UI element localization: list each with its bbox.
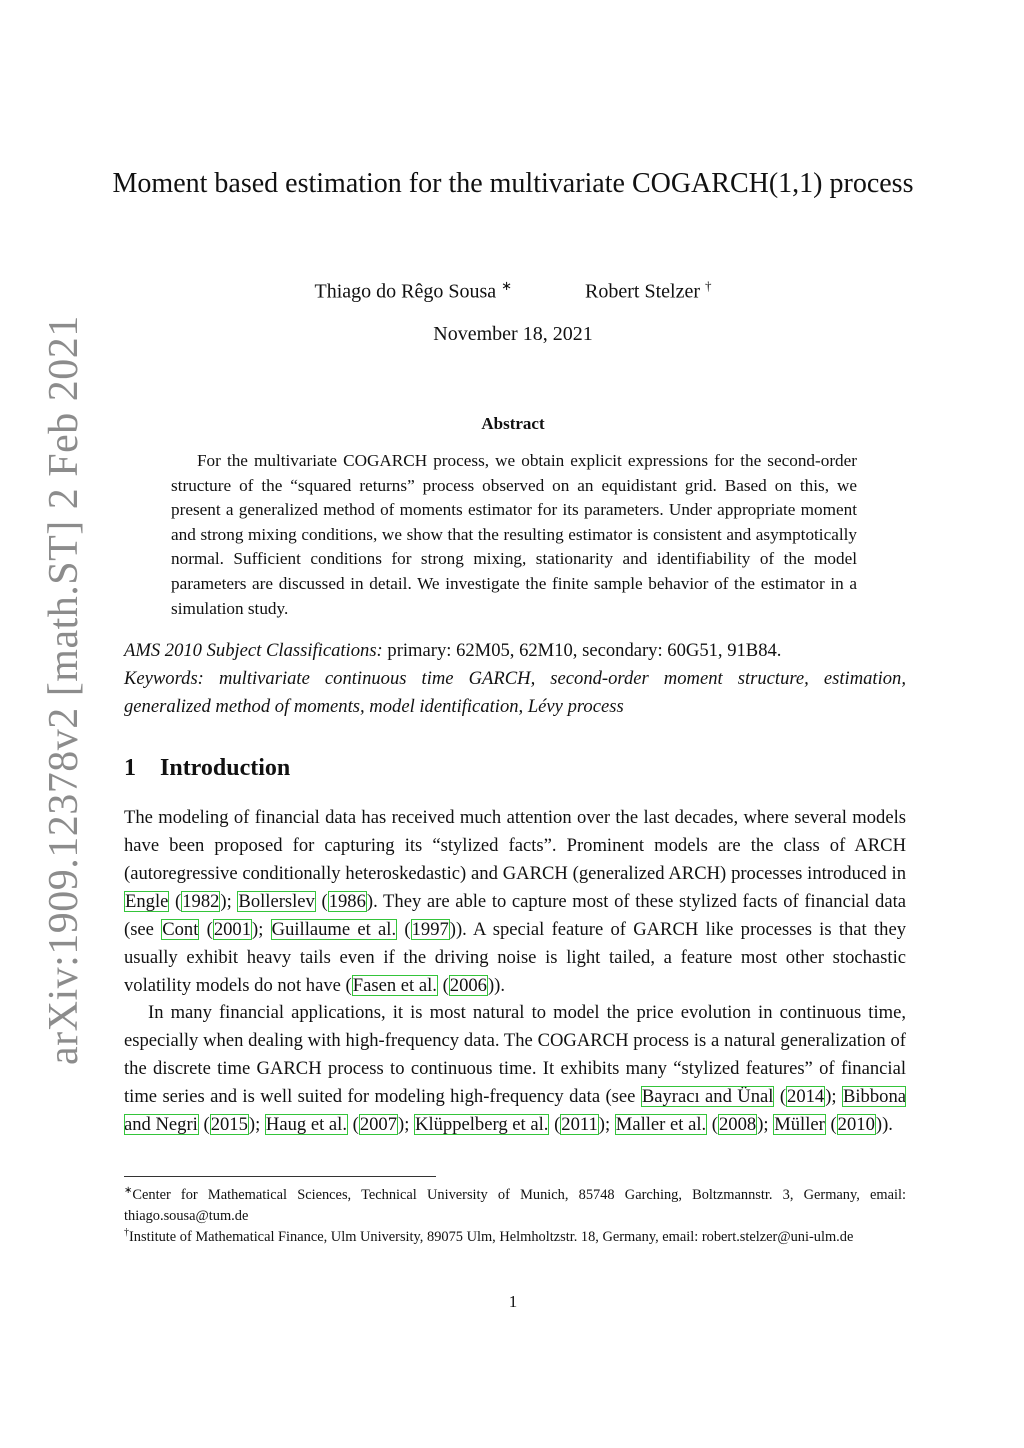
citation-link-bibbona[interactable]: Bibbona and Negri xyxy=(124,1086,906,1135)
paragraph-text: . They are able to capture most of these stylized facts of financial data (see xyxy=(124,891,907,940)
section-title: Introduction xyxy=(160,755,291,781)
intro-paragraph-1: The modeling of financial data has received much attention over the last decades, where several models have been proposed for capturing its “stylized facts”. Prominent models are the class of ARCH (autoregressive conditionally heteroskedastic) and GARCH (generalized ARCH) processes introduced in Engle (1982); Bollerslev (1986). They are able to capture most of these stylized facts of financial data (see Cont (2001); Guillaume et al. (1997)). A special feature of GARCH like processes is that they usually exhibit heavy tails even if the driving noise is light tailed, a feature most other stochastic volatility models do not have (Fasen et al. (2006)). xyxy=(124,807,907,996)
paragraph-text: ; xyxy=(226,891,238,912)
keywords-list: multivariate continuous time GARCH, second-order moment structure, estimation, generalized method of moments, model identification, Lévy process xyxy=(124,668,906,717)
subject-classifications-label: AMS 2010 Subject Classifications: xyxy=(124,640,383,661)
paper-title: Moment based estimation for the multivariate COGARCH(1,1) process xyxy=(112,168,914,199)
citation-link-bollerslev[interactable]: Bollerslev xyxy=(238,891,315,912)
paragraph-text: In many financial applications, it is most natural to model the price evolution in continuous time, especially when dealing with high-frequency data. The COGARCH process is a natural generalization of the discrete time GARCH process to continuous time. It exhibits many “stylized features” of financial time series and is well suited for modeling high-frequency data (see xyxy=(124,1002,906,1107)
footnote-divider xyxy=(124,1176,436,1177)
author-2-footnote-mark[interactable]: † xyxy=(705,278,712,293)
intro-paragraph-2: In many financial applications, it is most natural to model the price evolution in continuous time, especially when dealing with high-frequency data. The COGARCH process is a natural generalization of the discrete time GARCH process to continuous time. It exhibits many “stylized features” of financial time series and is well suited for modeling high-frequency data (see Bayracı and Ünal (2014); Bibbona and Negri (2015); Haug et al. (2007); Klüppelberg et al. (2011); Maller et al. (2008); Müller (2010)). xyxy=(124,1002,906,1135)
subject-classifications-codes: primary: 62M05, 62M10, secondary: 60G51, 91B84. xyxy=(382,640,782,661)
citation-year-link-kluppelberg[interactable]: 2011 xyxy=(561,1114,598,1135)
citation-year-link-muller[interactable]: 2010 xyxy=(837,1114,875,1135)
citation-link-engle[interactable]: Engle xyxy=(125,891,169,912)
citation-link-fasen[interactable]: Fasen et al. xyxy=(352,975,437,996)
arxiv-identifier-stamp[interactable]: arXiv:1909.12378v2 [math.ST] 2 Feb 2021 xyxy=(41,315,87,1065)
keywords-label: Keywords: xyxy=(124,668,204,689)
subject-classifications xyxy=(124,637,906,665)
citation-year-link-bollerslev[interactable]: 1986 xyxy=(328,891,366,912)
author-1 xyxy=(314,272,512,306)
citation-link-haug[interactable]: Haug et al. xyxy=(265,1114,347,1135)
section-heading-introduction xyxy=(124,752,290,784)
paragraph-text: ; xyxy=(831,1086,842,1107)
citation-year-link-haug[interactable]: 2007 xyxy=(359,1114,397,1135)
footnote-2-text: Institute of Mathematical Finance, Ulm University, 89075 Ulm, Helmholtzstr. 18, Germany, email: robert.stelzer@uni-ulm.de xyxy=(129,1228,854,1245)
author-2-name: Robert Stelzer xyxy=(585,280,701,303)
paragraph-text: The modeling of financial data has received much attention over the last decades, where several models have been proposed for capturing its “stylized facts”. Prominent models are the class of ARCH (autoregressive conditionally heteroskedastic) and GARCH (generalized ARCH) processes introduced in xyxy=(124,807,906,884)
paragraph-text: ; xyxy=(258,919,271,940)
citation-link-muller[interactable]: Müller xyxy=(774,1114,825,1135)
citation-link-guillaume[interactable]: Guillaume et al. xyxy=(271,919,397,940)
paragraph-text: ). A special feature of GARCH like processes is that they usually exhibit heavy tails even if the driving noise is light tailed, a feature most other stochastic volatility models do not have ( xyxy=(124,919,906,996)
citation-year-link-bibbona[interactable]: 2015 xyxy=(210,1114,248,1135)
citation-link-maller[interactable]: Maller et al. xyxy=(615,1114,707,1135)
paragraph-text: ). xyxy=(882,1114,893,1135)
citation-link-cont[interactable]: Cont xyxy=(162,919,199,940)
paragraph-text: ; xyxy=(404,1114,415,1135)
paragraph-text: ; xyxy=(255,1114,265,1135)
author-1-footnote-mark[interactable]: ∗ xyxy=(501,278,513,293)
author-1-name: Thiago do Rêgo Sousa xyxy=(314,280,497,303)
author-list xyxy=(110,272,916,306)
footnote-2 xyxy=(124,1222,906,1248)
paragraph-text: ; xyxy=(604,1114,615,1135)
citation-year-link-engle[interactable]: 1982 xyxy=(182,891,220,912)
citation-year-link-cont[interactable]: 2001 xyxy=(213,919,252,940)
paragraph-text: ). xyxy=(494,975,505,996)
page-number: 1 xyxy=(508,1292,518,1311)
author-2 xyxy=(585,272,711,306)
citation-year-link-fasen[interactable]: 2006 xyxy=(449,975,487,996)
citation-link-bayraci[interactable]: Bayracı and Ünal xyxy=(641,1086,774,1107)
citation-link-kluppelberg[interactable]: Klüppelberg et al. xyxy=(415,1114,549,1135)
abstract-text: For the multivariate COGARCH process, we obtain explicit expressions for the second-order structure of the “squared returns” process observed on an equidistant grid. Based on this, we present a generalized method of moments estimator for its parameters. Under appropriate moment and strong mixing conditions, we show that the resulting estimator is consistent and asymptotically normal. Sufficient conditions for strong mixing, stationarity and identifiability of the model parameters are discussed in detail. We investigate the finite sample behavior of the estimator in a simulation study. xyxy=(171,451,857,618)
footnote-1-text: Center for Mathematical Sciences, Technical University of Munich, 85748 Garching, Boltzmannstr. 3, Germany, email: thiago.sousa@tum.de xyxy=(124,1186,906,1224)
citation-year-link-bayraci[interactable]: 2014 xyxy=(787,1086,825,1107)
citation-year-link-guillaume[interactable]: 1997 xyxy=(411,919,449,940)
paragraph-text: ; xyxy=(763,1114,774,1135)
footnote-2-mark: † xyxy=(124,1227,129,1238)
citation-year-link-maller[interactable]: 2008 xyxy=(719,1114,757,1135)
footnote-1-mark: ∗ xyxy=(124,1185,133,1196)
footnote-1 xyxy=(124,1180,906,1227)
keywords xyxy=(124,665,906,721)
paper-date: November 18, 2021 xyxy=(433,323,593,345)
abstract-heading: Abstract xyxy=(481,414,545,433)
section-number: 1 xyxy=(124,755,136,781)
